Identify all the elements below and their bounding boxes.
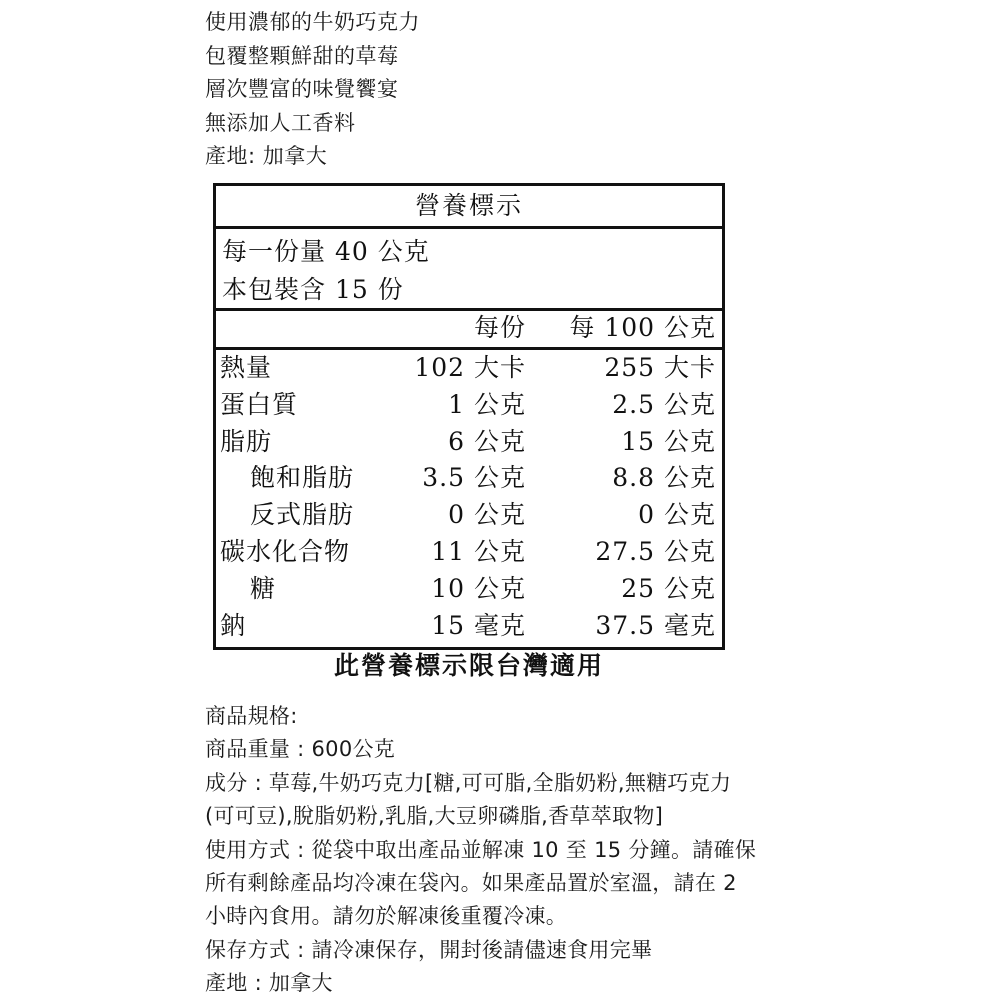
nutrition-footnote: 此營養標示限台灣適用: [333, 651, 604, 680]
per-serving-value: 3.5 公克: [422, 463, 526, 493]
origin-line: 產地: 加拿大: [205, 144, 328, 168]
table-row: [216, 387, 722, 424]
table-row: [216, 424, 722, 461]
table-row: [216, 571, 722, 608]
spec-ingredients-cont: (可可豆),脫脂奶粉,乳脂,大豆卵磷脂,香草萃取物]: [205, 804, 664, 829]
per-100g-value: 37.5 毫克: [595, 610, 716, 640]
description-line: 使用濃郁的牛奶巧克力: [205, 10, 420, 34]
nutrient-name: 鈉: [220, 610, 247, 640]
per-serving-value: 6 公克: [448, 426, 526, 456]
header-per-100g: 每 100 公克: [569, 313, 716, 342]
nutrient-rows: [216, 350, 722, 644]
table-row: [216, 608, 722, 645]
serving-info: [216, 229, 722, 311]
header-per-serving: 每份: [473, 313, 526, 342]
per-100g-value: 0 公克: [638, 500, 716, 530]
per-serving-value: 10 公克: [431, 573, 526, 603]
spec-usage-cont: 所有剩餘產品均冷凍在袋內。如果產品置於室溫，請在 2: [205, 871, 737, 896]
spec-usage: 使用方式 : 從袋中取出產品並解凍 10 至 15 分鐘。請確保: [205, 837, 757, 862]
nutrient-name: 糖: [250, 573, 277, 603]
nutrient-name: 熱量: [220, 353, 273, 382]
nutrient-name: 脂肪: [220, 426, 273, 456]
table-row: [216, 534, 722, 571]
per-100g-value: 25 公克: [621, 573, 716, 603]
per-serving-value: 1 公克: [448, 389, 526, 419]
nutrient-name: 蛋白質: [220, 389, 299, 419]
column-headers: [216, 311, 722, 350]
spec-storage: 保存方式 : 請冷凍保存，開封後請儘速食用完畢: [205, 937, 653, 962]
nutrient-name: 飽和脂肪: [250, 463, 355, 493]
nutrition-facts-table: [213, 183, 725, 650]
product-specifications: [205, 700, 805, 1001]
product-description: [205, 6, 420, 174]
spec-origin: 產地 : 加拿大: [205, 971, 333, 996]
per-100g-value: 15 公克: [621, 426, 716, 456]
table-row: [216, 497, 722, 534]
per-serving-value: 102 大卡: [414, 353, 526, 382]
serving-size: 每一份量 40 公克: [222, 237, 430, 266]
description-line: 包覆整顆鮮甜的草莓: [205, 43, 399, 68]
nutrient-name: 反式脂肪: [250, 500, 355, 530]
nutrient-name: 碳水化合物: [220, 536, 351, 566]
per-100g-value: 2.5 公克: [612, 389, 716, 419]
per-serving-value: 11 公克: [431, 536, 526, 566]
spec-ingredients: 成分 : 草莓,牛奶巧克力[糖,可可脂,全脂奶粉,無糖巧克力: [205, 770, 732, 795]
per-100g-value: 8.8 公克: [612, 463, 716, 493]
per-serving-value: 15 毫克: [431, 610, 526, 640]
table-row: [216, 460, 722, 497]
spec-weight: 商品重量 : 600公克: [205, 737, 396, 762]
per-serving-value: 0 公克: [448, 500, 526, 530]
table-row: [216, 350, 722, 387]
specs-heading: 商品規格:: [205, 704, 298, 728]
description-line: 層次豐富的味覺饗宴: [205, 77, 399, 101]
nutrition-title: 營養標示: [216, 186, 722, 229]
servings-per-pack: 本包裝含 15 份: [222, 275, 404, 304]
spec-usage-cont: 小時內食用。請勿於解凍後重覆冷凍。: [205, 904, 568, 929]
per-100g-value: 255 大卡: [604, 353, 716, 382]
per-100g-value: 27.5 公克: [595, 536, 716, 566]
description-line: 無添加人工香料: [205, 110, 356, 135]
